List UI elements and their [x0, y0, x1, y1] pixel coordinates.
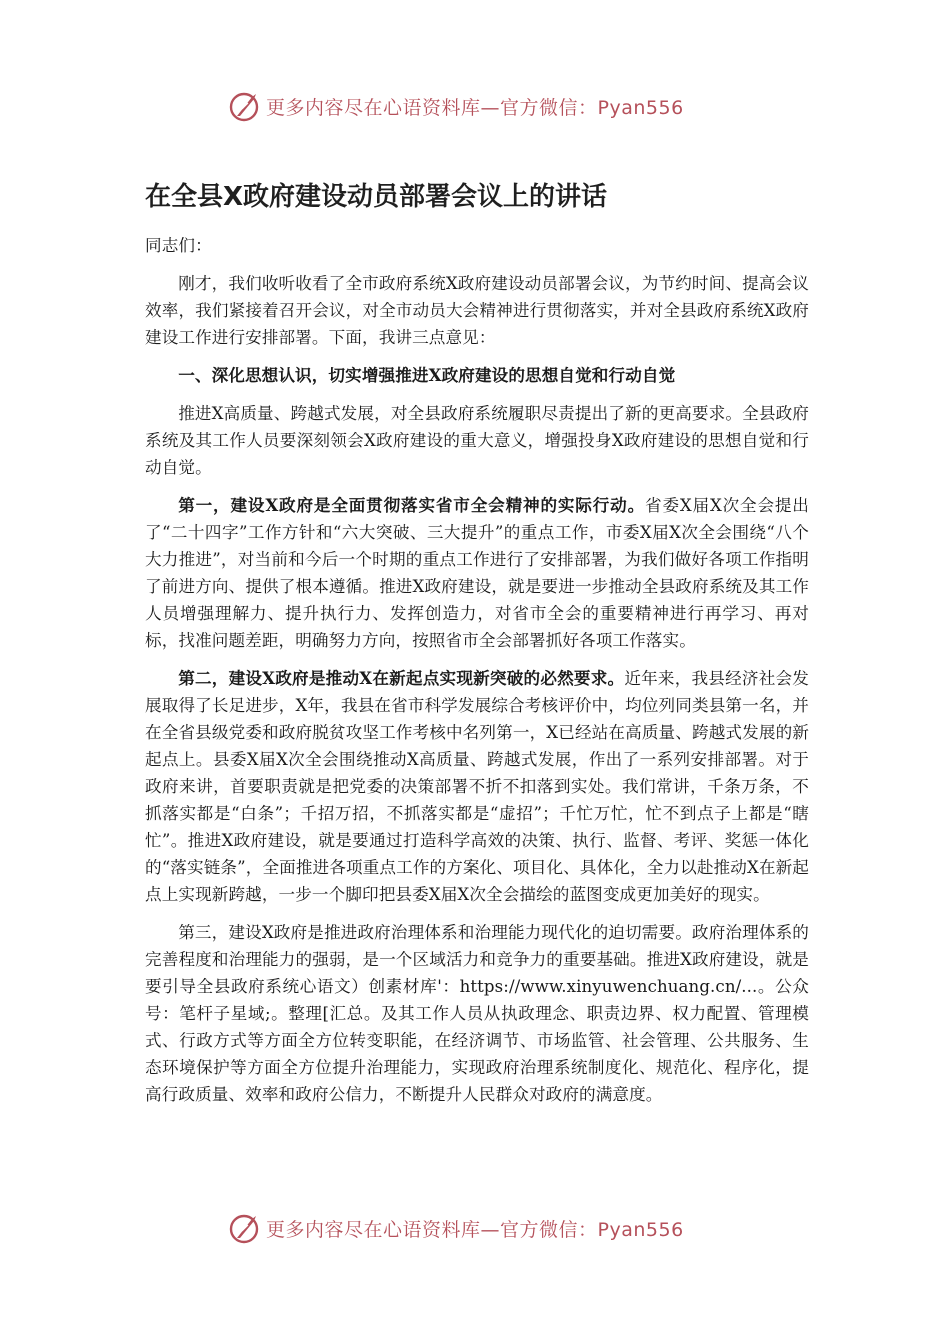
salutation: 同志们： — [145, 236, 212, 255]
watermark-banner-bottom — [228, 1208, 684, 1248]
point-2-lead: 第二，建设X政府是推动X在新起点实现新突破的必然要求。 — [178, 668, 625, 688]
watermark-banner-top — [228, 86, 684, 126]
quill-logo-icon — [228, 1211, 262, 1245]
section-heading-1: 一、深化思想认识，切实增强推进X政府建设的思想自觉和行动自觉 — [178, 365, 676, 385]
point-1-paragraph — [145, 492, 809, 654]
section1-intro-paragraph: 推进X高质量、跨越式发展，对全县政府系统履职尽责提出了新的更高要求。全县政府系统及其工作人员要深刻领会X政府建设的重大意义，增强投身X政府建设的思想自觉和行动自觉。 — [145, 404, 809, 477]
watermark-text: 更多内容尽在心语资料库—官方微信：Pyan556 — [266, 96, 684, 119]
document-body — [145, 232, 809, 1119]
point-2-body: 近年来，我县经济社会发展取得了长足进步，X年，我县在省市科学发展综合考核评价中，均位列同类县第一名，并在全省县级党委和政府脱贫攻坚工作考核中名列第一，X已经站在高质量、跨越式发展的新起点上。县委X届X次全会围绕推动X高质量、跨越式发展，作出了一系列安排部署。对于政府来讲，首要职责就是把党委的决策部署不折不扣落到实处。我们常讲，千条万条，不抓落实都是“白条”；千招万招，不抓落实都是“虚招”；千忙万忙，忙不到点子上都是“瞎忙”。推进X政府建设，就是要通过打造科学高效的决策、执行、监督、考评、奖惩一体化的“落实链条”，全面推进各项重点工作的方案化、项目化、具体化，全力以赴推动X在新起点上实现新跨越，一步一个脚印把县委X届X次全会描绘的蓝图变成更加美好的现实。 — [145, 669, 809, 904]
point-1-body: 省委X届X次全会提出了“二十四字”工作方针和“六大突破、三大提升”的重点工作，市委X届X次全会围绕“八个大力推进”，对当前和今后一个时期的重点工作进行了安排部署，为我们做好各项工作指明了前进方向、提供了根本遵循。推进X政府建设，就是要进一步推动全县政府系统及其工作人员增强理解力、提升执行力、发挥创造力，对省市全会的重要精神进行再学习、再对标，找准问题差距，明确努力方向，按照省市全会部署抓好各项工作落实。 — [145, 496, 809, 650]
document-title: 在全县X政府建设动员部署会议上的讲话 — [145, 182, 608, 212]
watermark-text: 更多内容尽在心语资料库—官方微信：Pyan556 — [266, 1218, 684, 1241]
point-2-paragraph — [145, 665, 809, 908]
point-3-paragraph: 第三，建设X政府是推进政府治理体系和治理能力现代化的迫切需要。政府治理体系的完善程度和治理能力的强弱，是一个区域活力和竞争力的重要基础。推进X政府建设，就是要引导全县政府系统心语文）创素材库'：https://www.xinyuwenchuang.cn/...。公众号：笔杆子星域;。整理[汇总。及其工作人员从执政理念、职责边界、权力配置、管理模式、行政方式等方面全方位转变职能，在经济调节、市场监管、社会管理、公共服务、生态环境保护等方面全方位提升治理能力，实现政府治理系统制度化、规范化、程序化，提高行政质量、效率和政府公信力，不断提升人民群众对政府的满意度。 — [145, 923, 809, 1104]
point-1-lead: 第一，建设X政府是全面贯彻落实省市全会精神的实际行动。 — [178, 495, 646, 515]
quill-logo-icon — [228, 89, 262, 123]
intro-paragraph: 刚才，我们收听收看了全市政府系统X政府建设动员部署会议，为节约时间、提高会议效率，我们紧接着召开会议，对全市动员大会精神进行贯彻落实，并对全县政府系统X政府建设工作进行安排部署。下面，我讲三点意见： — [145, 274, 809, 347]
